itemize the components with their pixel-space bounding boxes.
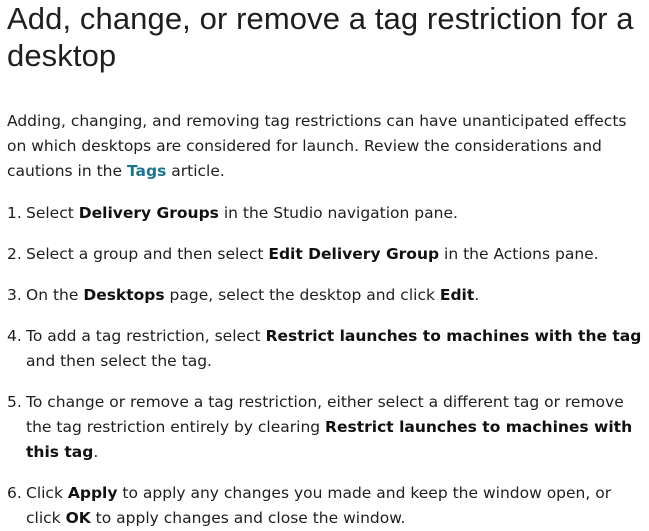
step-4 <box>7 324 643 374</box>
step-text: page, select the desktop and click <box>164 286 440 304</box>
intro-text: Adding, changing, and removing tag restrictions can have unanticipated effects on which desktops are considered for launch. Review the considerations and cautions in the <box>7 112 627 180</box>
step-text: in the Studio navigation pane. <box>218 204 458 222</box>
intro-text-end: article. <box>166 162 225 180</box>
step-2 <box>7 242 643 267</box>
step-text: Select <box>26 204 79 222</box>
step-3 <box>7 283 643 308</box>
step-number: 6. <box>7 484 22 502</box>
step-text: in the Actions pane. <box>439 245 599 263</box>
page-title: Add, change, or remove a tag restriction for a desktop <box>7 1 634 73</box>
step-ui-term: Apply <box>67 484 118 502</box>
step-ui-term: Edit <box>439 286 475 304</box>
step-text: . <box>93 443 99 461</box>
step-1 <box>7 201 643 226</box>
step-number: 5. <box>7 393 22 411</box>
step-text: On the <box>26 286 84 304</box>
step-number: 2. <box>7 245 22 263</box>
step-5 <box>7 390 643 465</box>
step-text: to apply any changes you made and keep the window open, or click <box>26 484 612 527</box>
step-text: Click <box>26 484 68 502</box>
step-number: 4. <box>7 327 22 345</box>
step-text: and then select the tag. <box>26 352 212 370</box>
step-ui-term: OK <box>65 509 91 527</box>
step-ui-term: Edit Delivery Group <box>268 245 440 263</box>
step-text: To add a tag restriction, select <box>26 327 266 345</box>
step-text: to apply changes and close the window. <box>90 509 406 527</box>
step-6 <box>7 481 643 531</box>
step-ui-term: Desktops <box>83 286 165 304</box>
step-text: Select a group and then select <box>26 245 269 263</box>
step-number: 3. <box>7 286 22 304</box>
tags-link[interactable]: Tags <box>126 162 167 180</box>
step-number: 1. <box>7 204 22 222</box>
step-text: To change or remove a tag restriction, either select a different tag or remove the tag restriction entirely by clearing <box>26 393 624 436</box>
intro-paragraph <box>7 109 643 184</box>
step-ui-term: Restrict launches to machines with this tag <box>26 418 633 461</box>
step-ui-term: Restrict launches to machines with the tag <box>265 327 642 345</box>
step-text: . <box>474 286 480 304</box>
step-ui-term: Delivery Groups <box>78 204 219 222</box>
steps-list <box>7 201 643 531</box>
